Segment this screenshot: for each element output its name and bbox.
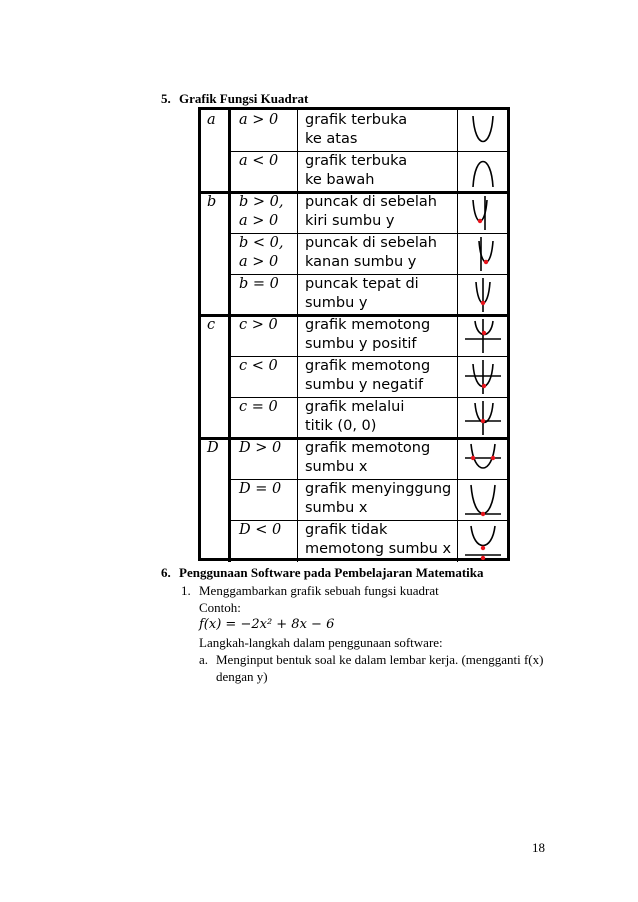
table-description: ke bawah xyxy=(305,172,375,188)
quadratic-graph-table xyxy=(198,107,510,561)
through-origin-icon xyxy=(461,399,505,437)
table-description: grafik terbuka xyxy=(305,153,408,169)
table-description: titik (0, 0) xyxy=(305,418,377,434)
table-param-a: a xyxy=(207,112,216,128)
table-condition: D > 0 xyxy=(239,440,282,456)
table-description: puncak di sebelah xyxy=(305,194,437,210)
section-5-title: Grafik Fungsi Kuadrat xyxy=(179,91,309,106)
table-description: grafik memotong xyxy=(305,440,431,456)
table-description: grafik menyinggung xyxy=(305,481,452,497)
vertex-right-icon xyxy=(461,235,505,273)
item-1-number: 1. xyxy=(181,583,191,598)
table-condition: c = 0 xyxy=(239,399,278,415)
column-divider-main xyxy=(228,110,231,562)
parabola-open-up-icon xyxy=(461,112,505,150)
table-description: sumbu x xyxy=(305,459,368,475)
table-condition: c > 0 xyxy=(239,317,278,333)
step-a-line-2: dengan y) xyxy=(216,669,268,684)
intercept-negative-icon xyxy=(461,358,505,396)
table-description: puncak di sebelah xyxy=(305,235,437,251)
step-a-letter: a. xyxy=(199,652,209,667)
table-condition: b > 0, xyxy=(239,194,284,210)
steps-intro: Langkah-langkah dalam penggunaan software: xyxy=(199,635,443,650)
step-a-line-1: Menginput bentuk soal ke dalam lembar kerja. (mengganti f(x) xyxy=(216,652,544,667)
table-description: sumbu y positif xyxy=(305,336,417,352)
table-description: kanan sumbu y xyxy=(305,254,417,270)
table-param-c: c xyxy=(207,317,216,333)
intercept-positive-icon xyxy=(461,317,505,355)
table-description: puncak tepat di xyxy=(305,276,419,292)
no-root-icon xyxy=(461,522,505,560)
table-condition: D < 0 xyxy=(239,522,282,538)
vertex-on-axis-icon xyxy=(461,276,505,314)
table-condition: a > 0 xyxy=(239,112,279,128)
table-param-b: b xyxy=(207,194,217,210)
item-1-text: Menggambarkan grafik sebuah fungsi kuadrat xyxy=(199,583,439,598)
table-param-D: D xyxy=(207,440,219,456)
table-condition: D = 0 xyxy=(239,481,282,497)
table-description: grafik melalui xyxy=(305,399,405,415)
table-description: sumbu y negatif xyxy=(305,377,424,393)
table-condition: a < 0 xyxy=(239,153,279,169)
vertex-left-icon xyxy=(461,194,505,232)
table-description: grafik memotong xyxy=(305,358,431,374)
one-root-icon xyxy=(461,481,505,519)
table-condition: a > 0 xyxy=(239,254,279,270)
column-divider xyxy=(297,110,298,562)
page-number: 18 xyxy=(532,840,545,855)
table-condition: c < 0 xyxy=(239,358,278,374)
table-description: grafik memotong xyxy=(305,317,431,333)
table-description: sumbu y xyxy=(305,295,368,311)
table-condition: b = 0 xyxy=(239,276,279,292)
example-label: Contoh: xyxy=(199,600,241,615)
parabola-open-down-icon xyxy=(461,153,505,191)
table-condition: b < 0, xyxy=(239,235,284,251)
table-condition: a > 0 xyxy=(239,213,279,229)
table-description: grafik tidak xyxy=(305,522,388,538)
table-description: ke atas xyxy=(305,131,358,147)
table-description: kiri sumbu y xyxy=(305,213,395,229)
section-5-number: 5. xyxy=(161,91,171,106)
table-description: memotong sumbu x xyxy=(305,541,452,557)
table-description: grafik terbuka xyxy=(305,112,408,128)
example-formula: f(x) = −2x² + 8x − 6 xyxy=(199,617,335,632)
section-6-title: Penggunaan Software pada Pembelajaran Matematika xyxy=(179,565,484,580)
column-divider xyxy=(457,110,458,562)
section-6-number: 6. xyxy=(161,565,171,580)
two-roots-icon xyxy=(461,440,505,478)
table-description: sumbu x xyxy=(305,500,368,516)
